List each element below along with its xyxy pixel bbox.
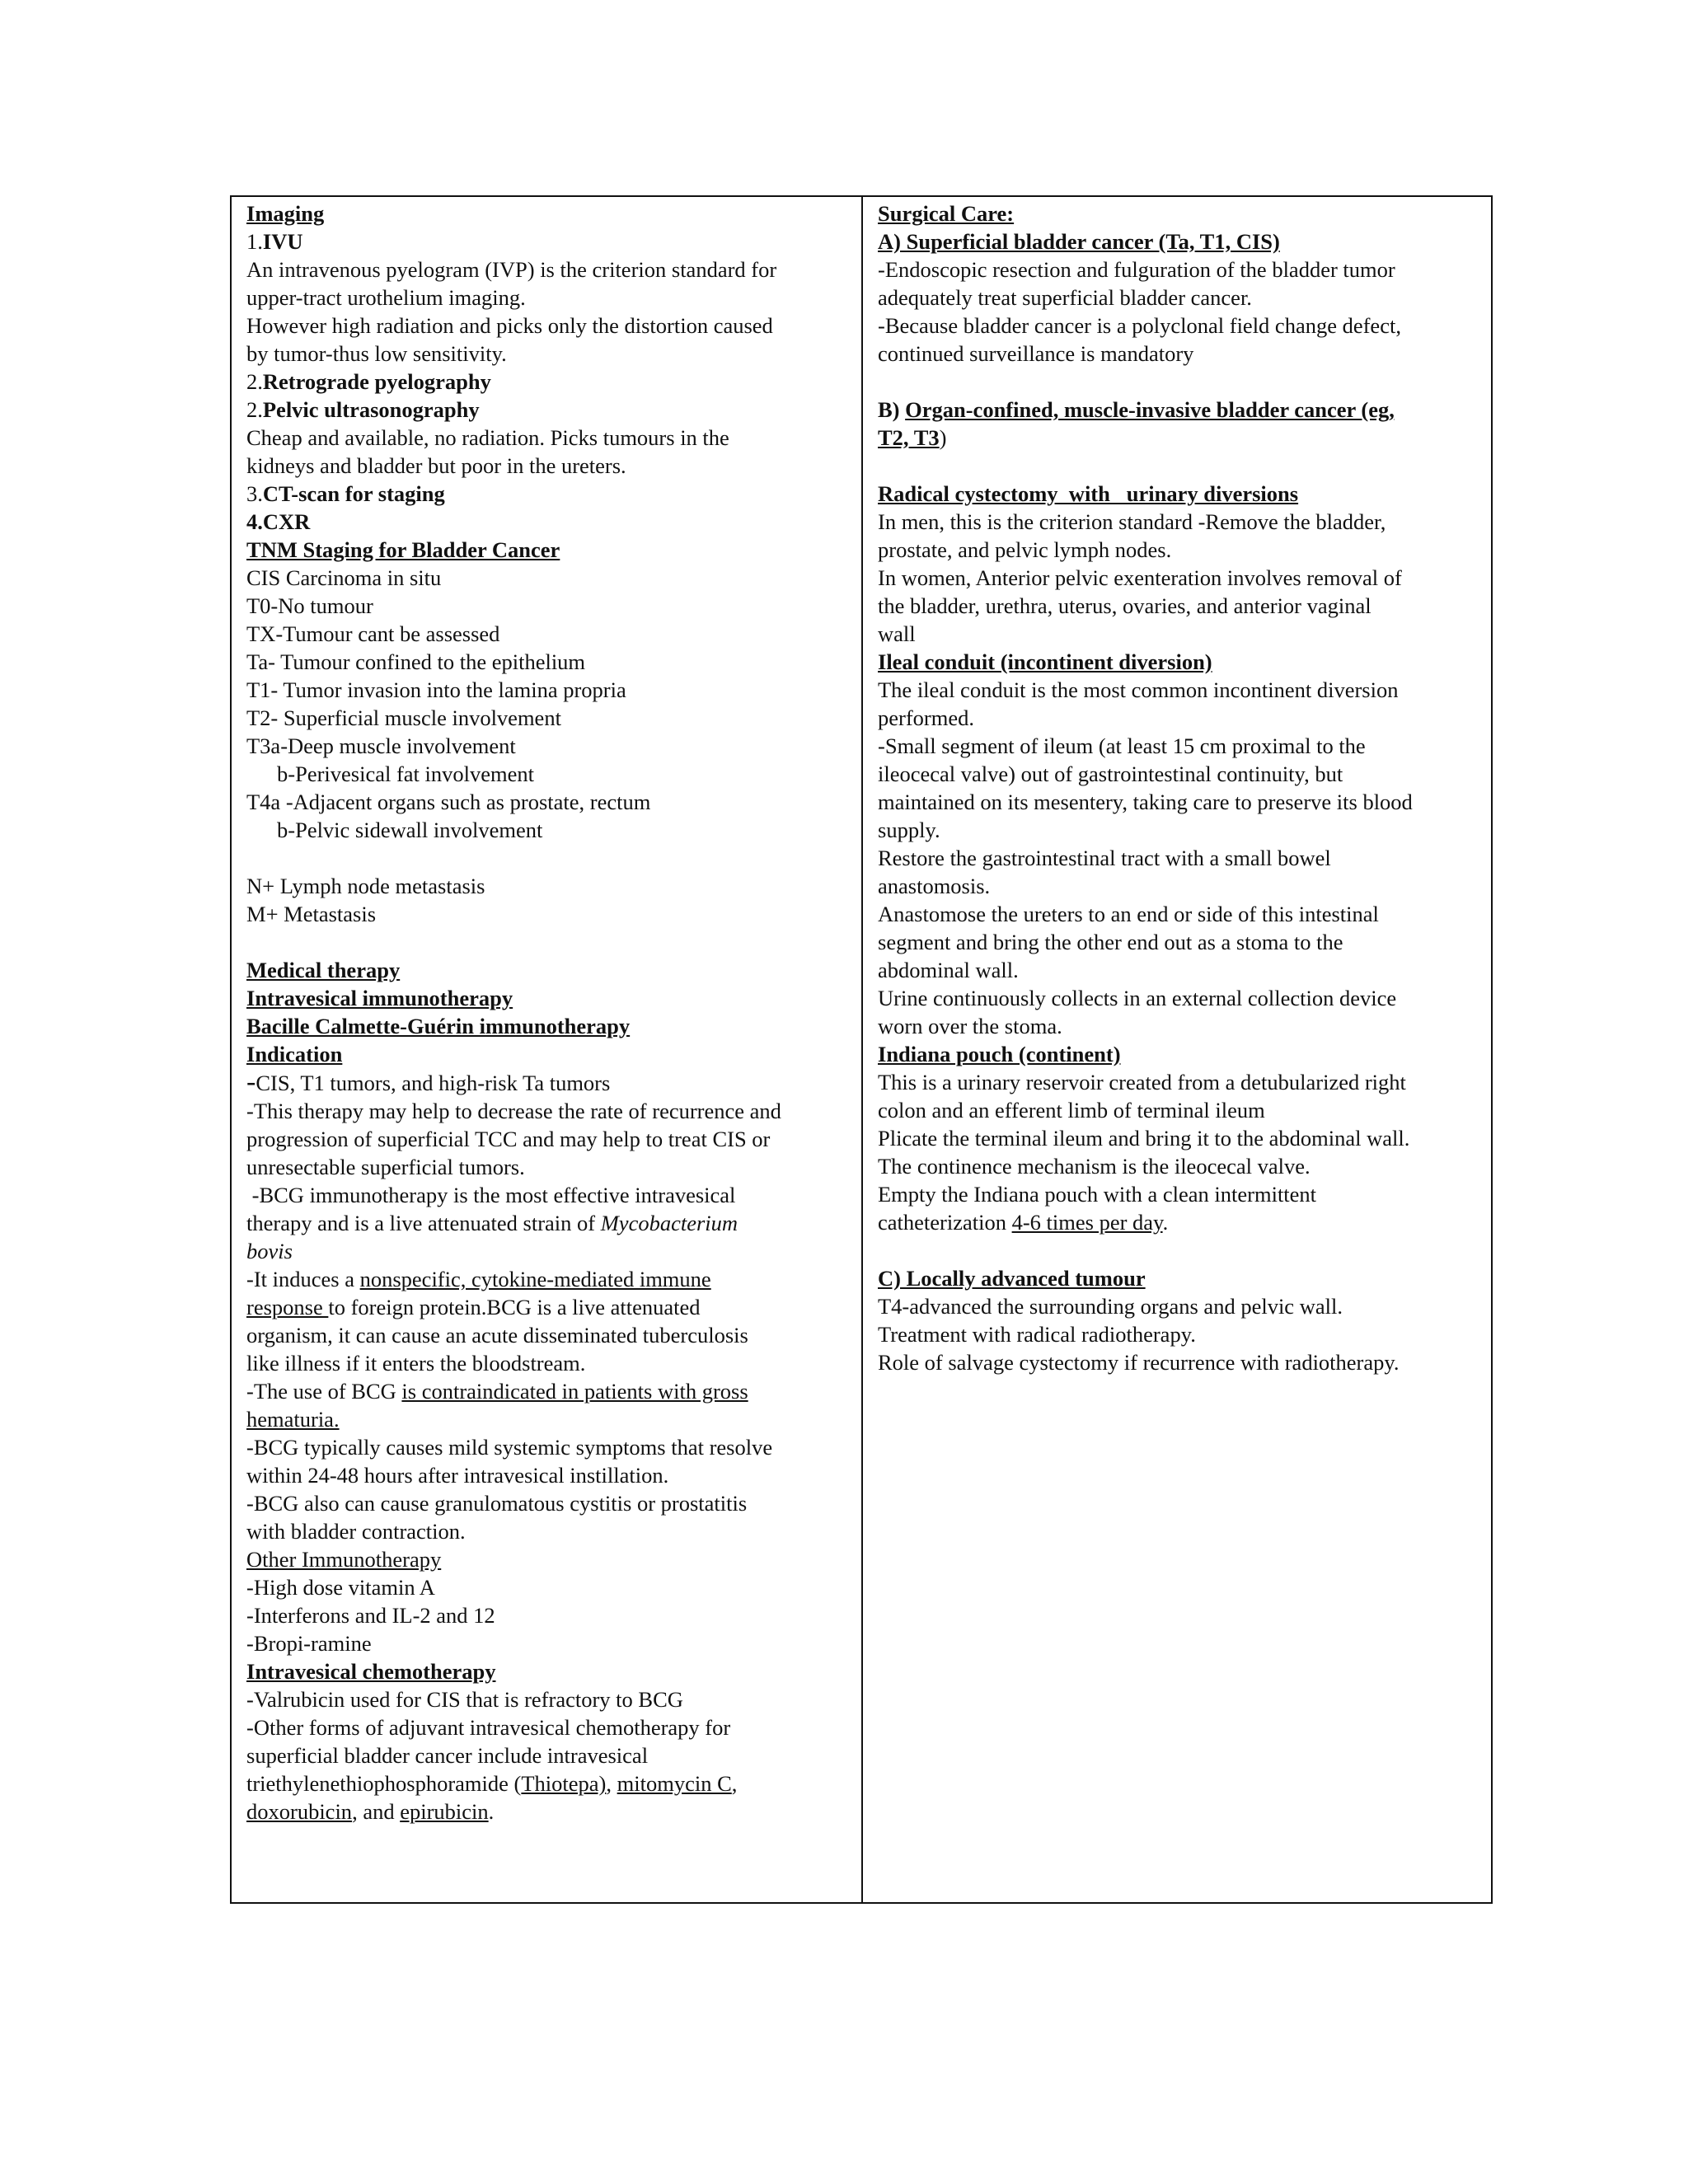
heading-section-b: B) Organ-confined, muscle-invasive bladder cancer (eg, (878, 397, 1395, 422)
stage-item: b-Perivesical fat involvement (277, 762, 535, 786)
stage-item: T3a-Deep muscle involvement (246, 733, 516, 758)
text-line: superficial bladder cancer include intravesical (246, 1743, 649, 1768)
heading-section-b-cont: T2, T3) (878, 425, 947, 450)
stage-item: CIS Carcinoma in situ (246, 565, 442, 590)
item-cxr: 4.CXR (246, 509, 311, 534)
text-line: adequately treat superficial bladder cancer. (878, 285, 1252, 310)
text-line: Cheap and available, no radiation. Picks tumours in the (246, 425, 729, 450)
text-line: the bladder, urethra, uterus, ovaries, and anterior vaginal (878, 593, 1372, 618)
stage-n: N+ Lymph node metastasis (246, 874, 485, 898)
heading-indiana-pouch: Indiana pouch (continent) (878, 1042, 1121, 1066)
text-line: The ileal conduit is the most common incontinent diversion (878, 677, 1399, 702)
text-line: by tumor-thus low sensitivity. (246, 341, 507, 366)
text-line: catheterization 4-6 times per day. (878, 1210, 1169, 1235)
spacer (246, 928, 846, 956)
stage-item: T2- Superficial muscle involvement (246, 705, 561, 730)
spacer (878, 368, 1476, 396)
stage-item: Ta- Tumour confined to the epithelium (246, 649, 586, 674)
text-line: with bladder contraction. (246, 1519, 466, 1544)
text-line: -Other forms of adjuvant intravesical chemotherapy for (246, 1715, 731, 1740)
text-line: supply. (878, 818, 940, 842)
text-line: -High dose vitamin A (246, 1575, 435, 1600)
text-line: continued surveillance is mandatory (878, 341, 1194, 366)
text-line: anastomosis. (878, 874, 991, 898)
text-line: T4-advanced the surrounding organs and pelvic wall. (878, 1294, 1343, 1319)
text-line: upper-tract urothelium imaging. (246, 285, 526, 310)
text-line: -This therapy may help to decrease the rate of recurrence and (246, 1099, 781, 1123)
text-line: bovis (246, 1239, 293, 1263)
heading-other-immunotherapy: Other Immunotherapy (246, 1547, 442, 1572)
text-line: ileocecal valve) out of gastrointestinal continuity, but (878, 762, 1343, 786)
heading-intravesical-immunotherapy: Intravesical immunotherapy (246, 986, 513, 1010)
item-retrograde: 2.Retrograde pyelography (246, 369, 491, 394)
text-line: Urine continuously collects in an external collection device (878, 986, 1397, 1010)
text-line: abdominal wall. (878, 958, 1019, 982)
text-line: -Valrubicin used for CIS that is refractory to BCG (246, 1687, 683, 1712)
text-line: Role of salvage cystectomy if recurrence with radiotherapy. (878, 1350, 1400, 1375)
text-line: -The use of BCG is contraindicated in patients with gross (246, 1379, 748, 1404)
text-line: However high radiation and picks only the distortion caused (246, 313, 773, 338)
heading-section-a: A) Superficial bladder cancer (Ta, T1, CIS) (878, 229, 1280, 254)
text-line: like illness if it enters the bloodstream. (246, 1351, 586, 1376)
stage-item: TX-Tumour cant be assessed (246, 621, 500, 646)
text-line: progression of superficial TCC and may help to treat CIS or (246, 1127, 771, 1151)
text-line: Restore the gastrointestinal tract with a small bowel (878, 846, 1331, 870)
left-column (232, 197, 863, 1902)
text-line: segment and bring the other end out as a stoma to the (878, 930, 1343, 954)
text-line: doxorubicin, and epirubicin. (246, 1799, 495, 1824)
heading-medical-therapy: Medical therapy (246, 958, 401, 982)
text-line: triethylenethiophosphoramide (Thiotepa), mitomycin C, (246, 1771, 738, 1796)
text-line: Treatment with radical radiotherapy. (878, 1322, 1196, 1347)
text-line: response to foreign protein.BCG is a live attenuated (246, 1295, 701, 1319)
heading-intravesical-chemotherapy: Intravesical chemotherapy (246, 1659, 496, 1684)
text-line: within 24-48 hours after intravesical instillation. (246, 1463, 669, 1488)
text-line: -Small segment of ileum (at least 15 cm proximal to the (878, 733, 1366, 758)
text-line: -CIS, T1 tumors, and high-risk Ta tumors (246, 1066, 611, 1097)
text-line: kidneys and bladder but poor in the ureters. (246, 453, 626, 478)
text-line: In men, this is the criterion standard -Remove the bladder, (878, 509, 1386, 534)
heading-section-c: C) Locally advanced tumour (878, 1266, 1146, 1291)
stage-item: T4a -Adjacent organs such as prostate, rectum (246, 790, 651, 814)
heading-ileal-conduit: Ileal conduit (incontinent diversion) (878, 649, 1212, 674)
text-line: -Because bladder cancer is a polyclonal field change defect, (878, 313, 1401, 338)
text-line: The continence mechanism is the ileocecal valve. (878, 1154, 1311, 1179)
stage-m: M+ Metastasis (246, 902, 377, 926)
text-line: -It induces a nonspecific, cytokine-mediated immune (246, 1267, 711, 1291)
text-line: prostate, and pelvic lymph nodes. (878, 537, 1172, 562)
text-line: organism, it can cause an acute disseminated tuberculosis (246, 1323, 748, 1347)
document-table (230, 195, 1493, 1904)
text-line: This is a urinary reservoir created from a detubularized right (878, 1070, 1406, 1094)
right-column (863, 197, 1491, 1902)
stage-item: T0-No tumour (246, 593, 373, 618)
text-line: worn over the stoma. (878, 1014, 1062, 1038)
spacer (878, 452, 1476, 480)
text-line: -Bropi-ramine (246, 1631, 372, 1656)
text-line: unresectable superficial tumors. (246, 1155, 525, 1179)
text-line: An intravenous pyelogram (IVP) is the criterion standard for (246, 257, 777, 282)
text-line: In women, Anterior pelvic exenteration involves removal of (878, 565, 1402, 590)
stage-item: b-Pelvic sidewall involvement (277, 818, 543, 842)
text-line: -BCG also can cause granulomatous cystitis or prostatitis (246, 1491, 748, 1516)
item-pelvic-us: 2.Pelvic ultrasonography (246, 397, 480, 422)
text-line: colon and an efferent limb of terminal ileum (878, 1098, 1265, 1122)
heading-surgical-care: Surgical Care: (878, 201, 1015, 226)
stage-item: T1- Tumor invasion into the lamina propria (246, 677, 626, 702)
heading-indication: Indication (246, 1042, 343, 1066)
heading-tnm: TNM Staging for Bladder Cancer (246, 537, 560, 562)
text-line: therapy and is a live attenuated strain of Mycobacterium (246, 1211, 738, 1235)
spacer (246, 844, 846, 872)
item-ct: 3.CT-scan for staging (246, 481, 445, 506)
text-line: -Endoscopic resection and fulguration of the bladder tumor (878, 257, 1395, 282)
text-line: Plicate the terminal ileum and bring it to the abdominal wall. (878, 1126, 1410, 1151)
text-line: -BCG typically causes mild systemic symptoms that resolve (246, 1435, 773, 1460)
heading-bcg: Bacille Calmette-Guérin immunotherapy (246, 1014, 631, 1038)
heading-radical-cystectomy: Radical cystectomy with urinary diversions (878, 481, 1299, 506)
text-line: -Interferons and IL-2 and 12 (246, 1603, 495, 1628)
text-line: hematuria. (246, 1407, 340, 1432)
text-line: maintained on its mesentery, taking care to preserve its blood (878, 790, 1413, 814)
text-line: -BCG immunotherapy is the most effective intravesical (246, 1183, 736, 1207)
heading-imaging: Imaging (246, 201, 325, 226)
text-line: wall (878, 621, 916, 646)
text-line: Anastomose the ureters to an end or side of this intestinal (878, 902, 1379, 926)
text-line: Empty the Indiana pouch with a clean intermittent (878, 1182, 1317, 1207)
text-line: performed. (878, 705, 974, 730)
spacer (878, 1236, 1476, 1264)
item-ivu: 1.IVU (246, 229, 303, 254)
